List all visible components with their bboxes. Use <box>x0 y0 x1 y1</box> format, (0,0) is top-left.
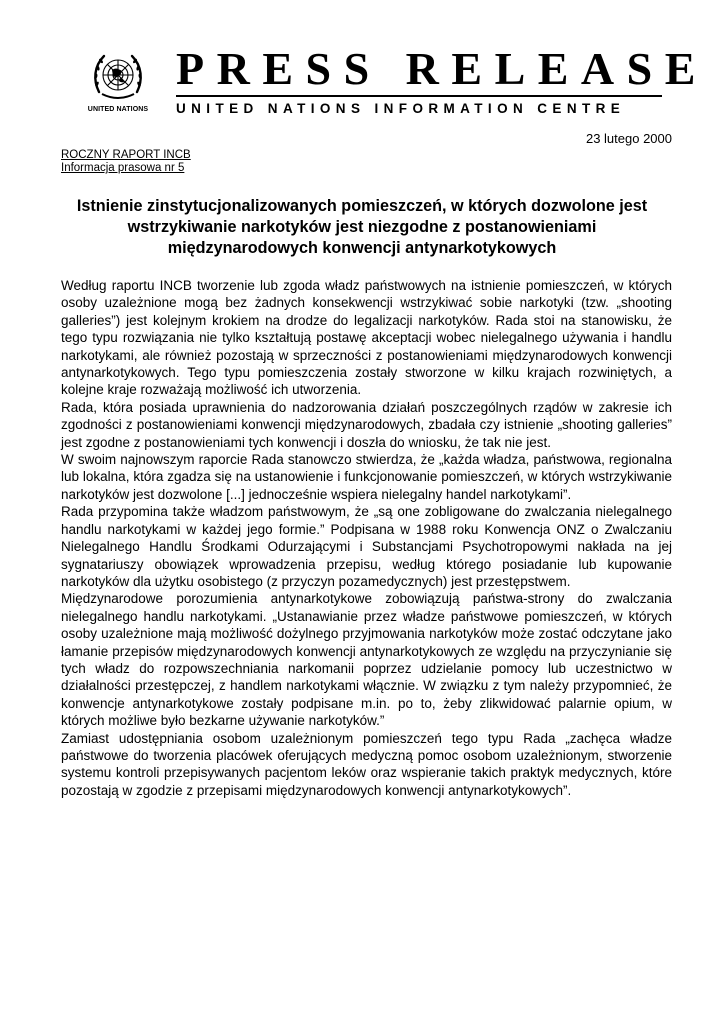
emblem-label: UNITED NATIONS <box>87 106 149 113</box>
un-emblem <box>80 48 156 120</box>
release-number: Informacja prasowa nr 5 <box>61 162 185 174</box>
paragraph: Międzynarodowe porozumienia antynarkotykowe zobowiązują państwa-strony do zwalczania nielegalnego handlu narkotykami. „Ustanawianie przez władze państwowe pomieszczeń, w których osoby uzależnione mają możliwość dożylnego przyjmowania narkotyków może zostać odczytane jako łamanie przepisów międzynarodowych konwencji antynarkotykowych ze względu na przyczynianie się tych władz do rozpowszechniania narkomanii poprzez udzielanie pomocy lub uczestnictwo w działalności przestępczej, z handlem narkotykami włącznie. W związku z tym należy przypomnieć, że konwencje antynarkotykowe zostały podpisane m.in. po to, żeby zlikwidować palarnie opium, w których możliwe było bezkarne używanie narkotyków.” <box>61 591 672 729</box>
press-release-title: PRESS RELEASE <box>176 43 708 94</box>
paragraph: Zamiast udostępniania osobom uzależnionym pomieszczeń tego typu Rada „zachęca władze państwowe do tworzenia placówek oferujących medyczną pomoc osobom uzależnionym, stworzenie systemu kontroli przepisywanych pacjentom leków oraz wspieranie takich praktyk medycznych, które pozostają w zgodzie z przepisami międzynarodowych konwencji antynarkotykowych”. <box>61 730 672 798</box>
letterhead <box>0 0 724 130</box>
unic-subtitle: UNITED NATIONS INFORMATION CENTRE <box>176 101 626 116</box>
paragraph: Rada, która posiada uprawnienia do nadzorowania działań poszczególnych rządów w zakresie ich zgodności z postanowieniami konwencji międzynarodowych, zbadała czy istnienie „shooting galleries” jest zgodne z postanowieniami tych konwencji i doszła do wniosku, że tak nie jest. <box>61 399 672 450</box>
paragraph: Rada przypomina także władzom państwowym, że „są one zobligowane do zwalczania nielegalnego handlu narkotykami w każdej jego formie.” Podpisana w 1988 roku Konwencja ONZ o Zwalczaniu Nielegalnego Handlu Środkami Odurzającymi i Substancjami Psychotropowymi nakłada na jej sygnatariuszy obowiązek wprowadzenia przepisu, według którego posiadanie lub kupowanie narkotyków dla użytku osobistego (z przyczyn pozamedycznych) jest przestępstwem. <box>61 504 672 589</box>
headline: Istnienie zinstytucjonalizowanych pomieszczeń, w których dozwolone jest wstrzykiwanie narkotyków jest niezgodne z postanowieniami międzynarodowych konwencji antynarkotykowych <box>76 197 648 257</box>
report-meta <box>61 149 191 175</box>
article-body <box>61 277 672 799</box>
un-emblem-icon <box>90 48 146 104</box>
paragraph: W swoim najnowszym raporcie Rada stanowczo stwierdza, że „każda władza, państwowa, regionalna lub lokalna, która zgadza się na ustanowienie i funkcjonowanie pomieszczeń, w których wstrzykiwanie narkotyków jest dozwolone [...] jednocześnie wspiera nielegalny handel narkotykami”. <box>61 452 672 502</box>
report-name: ROCZNY RAPORT INCB <box>61 149 191 161</box>
release-date: 23 lutego 2000 <box>585 131 672 146</box>
header-divider <box>176 95 662 97</box>
paragraph: Według raportu INCB tworzenie lub zgoda władz państwowych na istnienie pomieszczeń, w których osoby uzależnione mogą bez żadnych konsekwencji wstrzykiwać sobie narkotyki (tzw. „shooting galleries”) jest kolejnym krokiem na drodze do legalizacji narkotyków. Rada stoi na stanowisku, że tego typu rozwiązania nie tylko kształtują postawę akceptacji wobec nielegalnego używania i handlu narkotykami, ale również pozostają w sprzeczności z postanowieniami międzynarodowych konwencji antynarkotykowych. Tego typu pomieszczenia zostały stworzone w kilku krajach rozwiniętych, a kolejne kraje rozważają możliwość ich utworzenia. <box>61 278 672 398</box>
